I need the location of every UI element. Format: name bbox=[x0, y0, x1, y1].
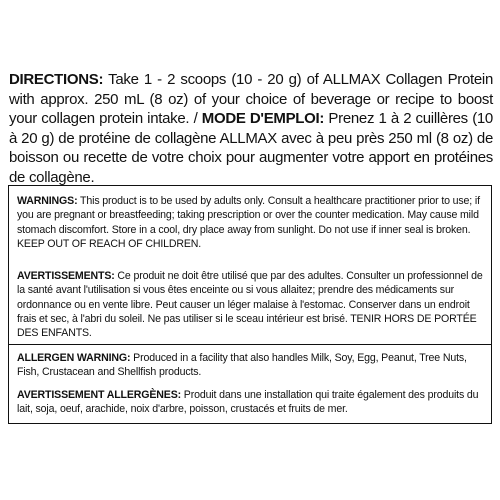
section-divider bbox=[9, 344, 491, 345]
avertissement-allergenes-label: AVERTISSEMENT ALLERGÈNES: bbox=[17, 389, 181, 401]
warnings-text: This product is to be used by adults only. Consult a healthcare practitioner prior to use; if you are pregnant or breastfeeding; taking prescription or over the counter medication. May cause mild stomach discomfort. Store in a cool, dry place away from sunlight. Do not use if inner seal is broken. KEEP OUT OF REACH OF CHILDREN. bbox=[17, 195, 480, 250]
directions-text-fr: Prenez 1 à 2 cuillères (10 à 20 g) de protéine de collagène ALLMAX avec à peu près 250 ml (8 oz) de boisson ou recette de votre choix pour augmenter votre apport en protéines de collagène. bbox=[9, 110, 493, 186]
directions-text-en: Take 1 - 2 scoops (10 - 20 g) of ALLMAX Collagen Protein with approx. 250 mL (8 oz) of your choice of beverage or recipe to boost your collagen protein intake. / bbox=[9, 71, 493, 127]
directions-paragraph bbox=[9, 70, 493, 187]
allergen-warning-section bbox=[17, 351, 485, 380]
allergen-warning-text: Produced in a facility that also handles Milk, Soy, Egg, Peanut, Tree Nuts, Fish, Crustacean and Shellfish products. bbox=[17, 352, 467, 379]
warnings-section bbox=[17, 194, 485, 251]
allergen-warning-label: ALLERGEN WARNING: bbox=[17, 352, 131, 364]
warnings-label: WARNINGS: bbox=[17, 195, 78, 207]
warnings-box bbox=[8, 185, 492, 424]
avertissements-label: AVERTISSEMENTS: bbox=[17, 270, 115, 282]
avertissements-text: Ce produit ne doit être utilisé que par des adultes. Consulter un professionnel de la santé avant l'utilisation si vous êtes enceinte ou si vous allaitez; prendre des médicaments sur ordonnance ou en vente libre. Peut causer un léger malaise à l'estomac. Conserver dans un endroit frais et sec, à l'abri du soleil. Ne pas utiliser si le sceau intérieur est brisé. TENIR HORS DE PORTÉE DES ENFANTS. bbox=[17, 270, 483, 340]
mode-emploi-label: MODE D'EMPLOI: bbox=[201, 110, 325, 127]
avertissement-allergenes-section bbox=[17, 388, 485, 417]
avertissement-allergenes-text: Produit dans une installation qui traite également des produits du lait, soja, oeuf, arachide, noix d'arbre, poisson, crustacés et fruits de mer. bbox=[17, 389, 479, 416]
avertissements-section bbox=[17, 269, 485, 340]
directions-label: DIRECTIONS: bbox=[9, 71, 104, 88]
